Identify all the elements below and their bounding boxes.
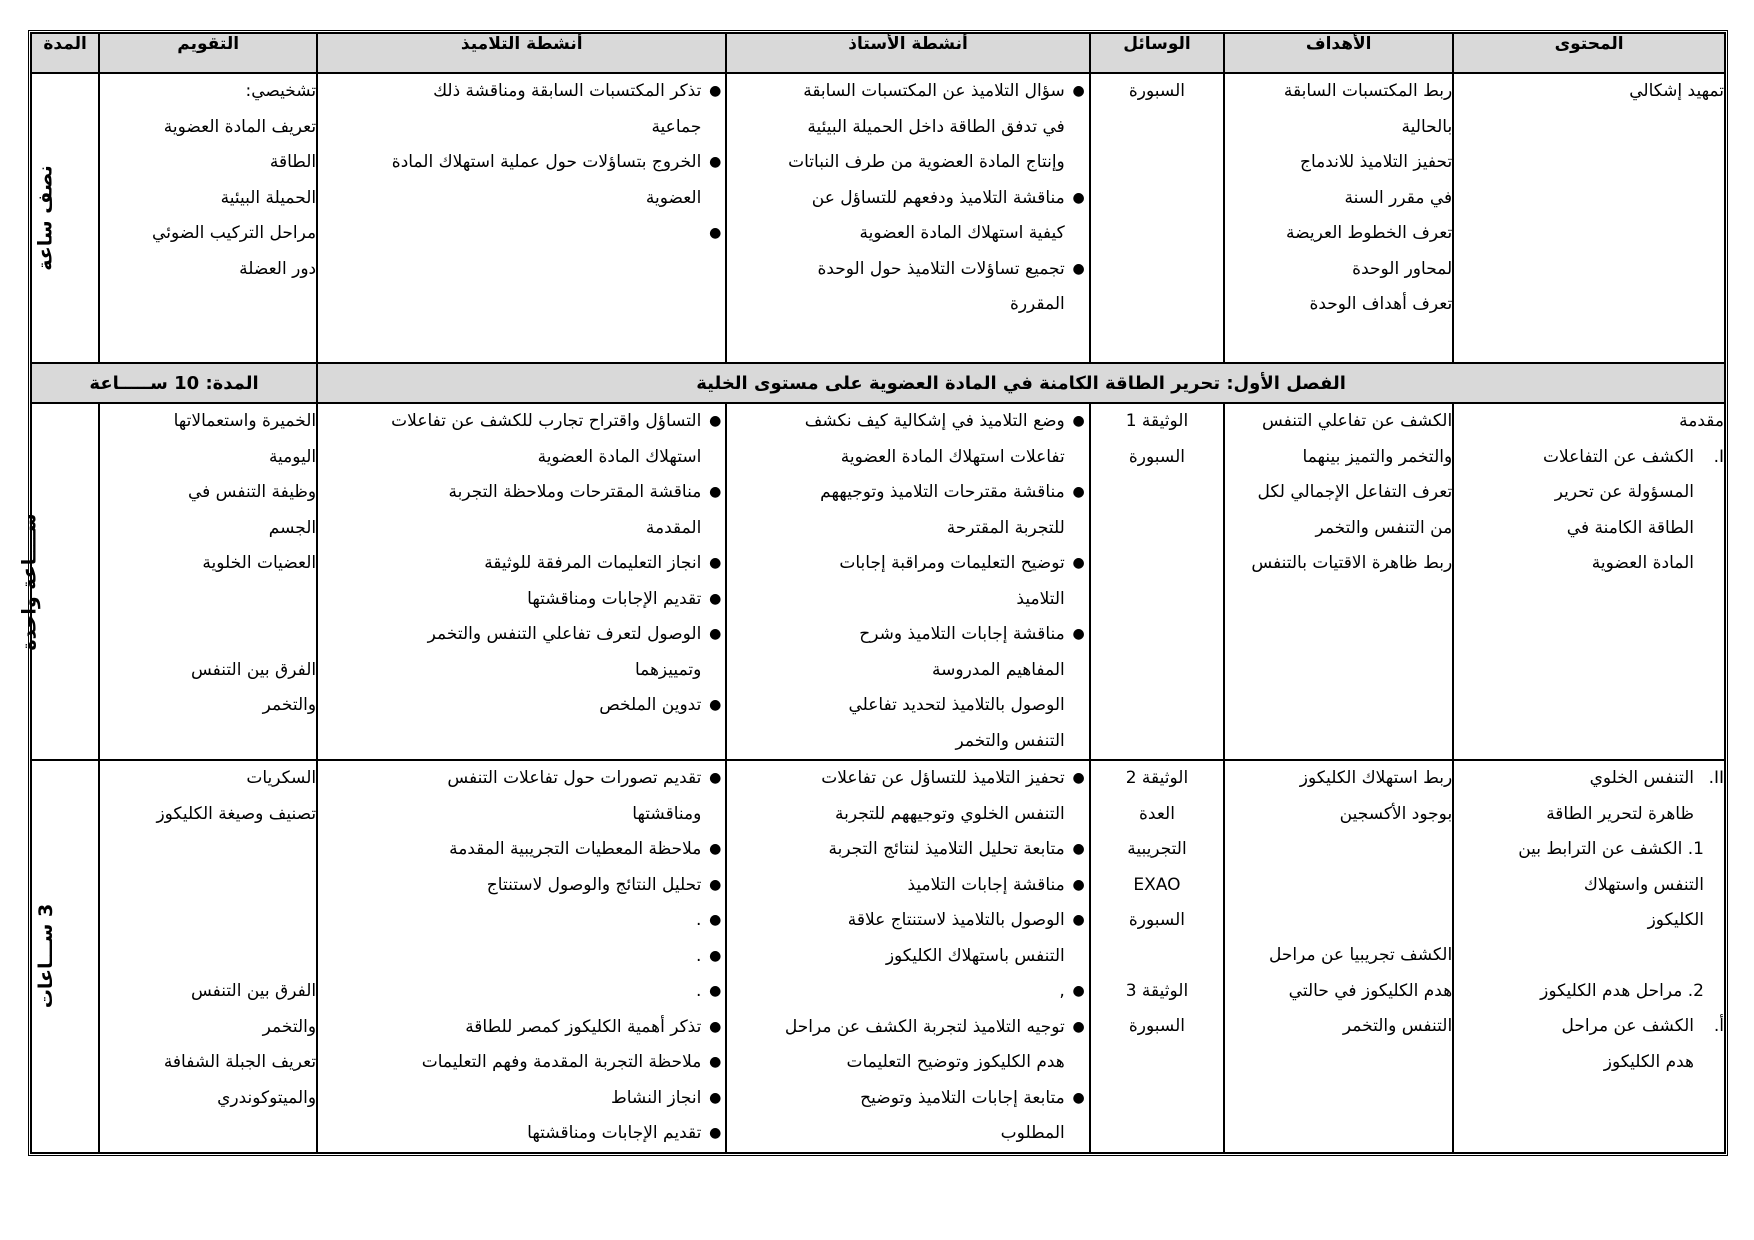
row2-objective-line: والتخمر والتميز بينهما <box>1302 446 1453 467</box>
bullet-icon: ● <box>709 841 722 857</box>
row3-student-item <box>318 1081 722 1117</box>
row3-objectives-bottom <box>1225 938 1452 1045</box>
row3-tools-bottom <box>1091 974 1223 1045</box>
row1-student-text: جماعية <box>651 116 702 137</box>
header-evaluation: التقويم <box>99 33 317 73</box>
row3-teacher-text: , <box>1059 981 1065 1001</box>
row3-student-text: ملاحظة التجربة المقدمة وفهم التعليمات <box>421 1052 702 1072</box>
bullet-icon: ● <box>709 590 722 607</box>
row3-tool-line: الوثيقة 2 <box>1125 768 1189 788</box>
row2-teacher-item <box>727 511 1064 547</box>
row3-teacher-item <box>727 1010 1085 1046</box>
row3-evaluation-line: تصنيف وصيغة الكليكوز <box>156 803 317 824</box>
row3-teacher-text: توجيه التلاميذ لتجربة الكشف عن مراحل <box>784 1016 1065 1037</box>
row3-student-activities <box>317 760 726 1153</box>
row3-teacher-item <box>727 903 1085 939</box>
bullet-icon: ● <box>1072 413 1085 429</box>
row1-evaluation <box>99 73 317 363</box>
row3-tool-line: العدة <box>1138 803 1175 824</box>
row1-evaluation-line: الطاقة <box>269 152 317 172</box>
row2-evaluation-line: وظيفة التنفس في <box>187 482 317 502</box>
bullet-icon: ● <box>1072 189 1085 206</box>
row1-student-text: تذكر المكتسبات السابقة ومناقشة ذلك <box>433 81 702 101</box>
bullet-icon: ● <box>1072 876 1085 893</box>
header-tools: الوسائل <box>1090 33 1224 73</box>
header-student-activities: أنشطة التلاميذ <box>317 33 726 73</box>
bullet-icon: ● <box>709 83 722 99</box>
row3-teacher-list <box>727 761 1088 1152</box>
row1-student-item <box>318 145 722 181</box>
row1-teacher-item <box>727 216 1064 252</box>
bullet-icon: ● <box>1072 484 1085 500</box>
row2-student-text: الوصول لتعرف تفاعلي التنفس والتخمر <box>427 624 702 644</box>
row2-teacher-text: المفاهيم المدروسة <box>932 659 1065 680</box>
row3-student-text: . <box>695 945 702 966</box>
row2-teacher-activities <box>726 403 1089 760</box>
row3-content-line: 2. مراحل هدم الكليكوز <box>1540 980 1704 1001</box>
row1-teacher-text: سؤال التلاميذ عن المكتسبات السابقة <box>803 81 1065 101</box>
lesson-plan-table <box>18 30 1728 1156</box>
row2-teacher-text: التلاميذ <box>1016 588 1065 609</box>
row3-student-text: تذكر أهمية الكليكوز كمصر للطاقة <box>465 1016 702 1037</box>
row2-tools <box>1090 403 1224 760</box>
row3-content-a <box>1546 761 1694 832</box>
header-teacher-activities: أنشطة الأستاذ <box>726 33 1089 73</box>
row2-teacher-item <box>727 440 1064 476</box>
row2-student-text: مناقشة المقترحات وملاحظة التجربة <box>448 482 702 502</box>
row1-objective-line: ربط المكتسبات السابقة <box>1283 81 1453 101</box>
row3-content-line: التنفس واستهلاك <box>1583 874 1704 895</box>
chapter-row <box>31 363 1725 403</box>
bullet-icon: ● <box>1072 841 1085 857</box>
row3-teacher-text: التنفس الخلوي وتوجيههم للتجربة <box>835 803 1065 824</box>
bullet-icon: ● <box>1072 770 1085 786</box>
row2-teacher-item <box>727 688 1064 724</box>
row2-student-text: المقدمة <box>645 517 702 538</box>
bullet-icon: ● <box>709 770 722 786</box>
row2-evaluation-line: اليومية <box>268 446 317 467</box>
row1-tools <box>1090 73 1224 363</box>
row1-student-item <box>318 110 701 146</box>
row3-content-line: التنفس الخلوي <box>1589 768 1694 788</box>
row3-content-line: الكشف عن مراحل <box>1561 1016 1694 1036</box>
row3-tool-line: السبورة <box>1128 1016 1185 1036</box>
row2-teacher-item <box>727 546 1085 582</box>
bullet-icon: ● <box>1072 83 1085 99</box>
row2-teacher-text: وضع التلاميذ في إشكالية كيف نكشف <box>804 411 1065 431</box>
row2-teacher-text: للتجربة المقترحة <box>946 517 1065 538</box>
bullet-icon: ● <box>1072 1089 1085 1106</box>
row1-objective-line: بالحالية <box>1401 116 1453 137</box>
row3-evaluation-line: السكريات <box>246 768 317 788</box>
row3-teacher-text: متابعة تحليل التلاميذ لنتائج التجربة <box>828 839 1065 859</box>
row2-teacher-item <box>727 404 1085 440</box>
row2-teacher-text: توضيح التعليمات ومراقبة إجابات <box>839 553 1065 573</box>
row3-duration-text: 3 ســـاعات <box>35 904 58 1009</box>
row3-evaluation-line: والتخمر <box>262 1016 317 1037</box>
row3-student-text: . <box>695 981 702 1001</box>
row1-teacher-text: تجميع تساؤلات التلاميذ حول الوحدة <box>817 258 1065 279</box>
row3-student-text: . <box>695 910 702 930</box>
bullet-icon: ● <box>709 626 722 642</box>
row3-student-text: تحليل النتائج والوصول لاستنتاج <box>486 874 702 895</box>
row1-teacher-item <box>727 287 1064 323</box>
row2-teacher-item <box>727 653 1064 689</box>
row1-teacher-list <box>727 74 1088 323</box>
row3-tool-line: الوثيقة 3 <box>1125 980 1189 1001</box>
row2-student-text: التساؤل واقتراح تجارب للكشف عن تفاعلات <box>391 411 702 431</box>
row3-teacher-item <box>727 1045 1064 1081</box>
row2-content-mark: I. <box>1713 446 1724 467</box>
row3-teacher-item <box>727 797 1064 833</box>
row3-teacher-text: المطلوب <box>1000 1123 1065 1143</box>
row3-teacher-item <box>727 974 1085 1010</box>
row1-evaluation-line: دور العضلة <box>239 258 317 279</box>
row1-teacher-text: مناقشة التلاميذ ودفعهم للتساؤل عن <box>811 187 1065 208</box>
row2-objective-line: من التنفس والتخمر <box>1315 517 1453 538</box>
row3-student-item <box>318 939 722 975</box>
row2-content-intro: مقدمة <box>1679 411 1724 431</box>
row3-teacher-text: التنفس باستهلاك الكليكوز <box>885 945 1065 966</box>
row1-evaluation-line: تشخيصي: <box>245 81 317 101</box>
row2-evaluation-top <box>100 404 316 582</box>
chapter-title: الفصل الأول: تحرير الطاقة الكامنة في المادة العضوية على مستوى الخلية <box>317 363 1725 403</box>
row2-evaluation <box>99 403 317 760</box>
row2-teacher-item <box>727 617 1085 653</box>
row3-evaluation-bottom <box>100 974 316 1116</box>
row3-content-d-mark: أ. <box>1713 1016 1724 1036</box>
row1-objective-line: لمحاور الوحدة <box>1352 258 1453 279</box>
bullet-icon: ● <box>1072 912 1085 928</box>
row2-evaluation-line: الخميرة واستعمالاتها <box>173 411 317 431</box>
row1-evaluation-line: الحميلة البيئية <box>220 187 317 208</box>
row3-student-item <box>318 797 701 833</box>
row3-teacher-item <box>727 832 1085 868</box>
row1-content <box>1453 73 1725 363</box>
row2-duration-text: ســــاعة واحدة <box>18 512 41 651</box>
row2-student-text: تدوين الملخص <box>599 695 702 715</box>
bullet-icon: ● <box>709 1054 722 1070</box>
row1-student-list <box>318 74 725 252</box>
row2-student-item <box>318 653 701 689</box>
row2-student-text: انجاز التعليمات المرفقة للوثيقة <box>484 553 702 573</box>
row1-student-text: الخروج بتساؤلات حول عملية استهلاك المادة <box>391 152 702 172</box>
row1-student-item <box>318 216 722 252</box>
row3-objective-line: الكشف تجريبيا عن مراحل <box>1268 945 1453 965</box>
row1-student-item <box>318 181 701 217</box>
row2-teacher-text: مناقشة إجابات التلاميذ وشرح <box>859 624 1065 644</box>
row2-student-item <box>318 582 722 618</box>
row3-teacher-item <box>727 761 1085 797</box>
row2-content-lines <box>1543 440 1694 582</box>
row2-evaluation-bottom <box>100 653 316 724</box>
row3-objectives-top <box>1225 761 1452 832</box>
row3-teacher-text: هدم الكليكوز وتوضيح التعليمات <box>846 1052 1065 1072</box>
row3-tool-line: التجريبية <box>1127 839 1187 859</box>
row3-evaluation-line: والميتوكوندري <box>217 1087 317 1108</box>
row2-content-line: الكشف عن التفاعلات <box>1542 446 1694 467</box>
bullet-icon: ● <box>709 983 722 999</box>
row2-teacher-text: الوصول بالتلاميذ لتحديد تفاعلي <box>848 695 1065 715</box>
bullet-icon: ● <box>709 1018 722 1035</box>
bullet-icon: ● <box>709 225 722 241</box>
row1-objective-line: تعرف الخطوط العريضة <box>1286 223 1453 243</box>
row3-teacher-item <box>727 868 1085 904</box>
bullet-icon: ● <box>709 413 722 429</box>
bullet-icon: ● <box>709 876 722 893</box>
row1-evaluation-line: تعريف المادة العضوية <box>163 116 317 137</box>
row2-content-line: المادة العضوية <box>1591 553 1694 573</box>
row3-evaluation-line: الفرق بين التنفس <box>190 981 317 1001</box>
row3-content-line: هدم الكليكوز <box>1603 1051 1694 1072</box>
row1-teacher-activities <box>726 73 1089 363</box>
row3-content-line: الكليكوز <box>1647 910 1704 930</box>
row3-objective-line: بوجود الأكسجين <box>1339 803 1453 824</box>
row2-objectives <box>1224 403 1453 760</box>
row2-student-item <box>318 404 722 440</box>
row3-objective-line: هدم الكليكوز في حالتي <box>1288 980 1453 1001</box>
row2-duration <box>18 403 99 760</box>
row1-duration <box>31 73 99 363</box>
bullet-icon: ● <box>1072 626 1085 642</box>
row3-student-item <box>318 1116 722 1152</box>
row2-student-item <box>318 617 722 653</box>
bullet-icon: ● <box>709 555 722 571</box>
row3-content-a-mark: II. <box>1708 768 1724 788</box>
row3-student-item <box>318 1010 722 1046</box>
bullet-icon: ● <box>1072 260 1085 277</box>
row1-content-line: تمهيد إشكالي <box>1629 81 1724 101</box>
row2-objective-line: الكشف عن تفاعلي التنفس <box>1261 411 1453 431</box>
row2-student-item <box>318 546 722 582</box>
row3-evaluation-top <box>100 761 316 832</box>
row1-teacher-item <box>727 181 1085 217</box>
row2-evaluation-line: الفرق بين التنفس <box>190 659 317 680</box>
row-intro <box>31 73 1725 363</box>
row1-teacher-item <box>727 145 1064 181</box>
row3-tool-line: السبورة <box>1128 910 1185 930</box>
row2-teacher-item <box>727 475 1085 511</box>
row2-content-line: المسؤولة عن تحرير <box>1554 482 1694 502</box>
row2-student-text: استهلاك المادة العضوية <box>537 446 702 467</box>
header-objectives: الأهداف <box>1224 33 1453 73</box>
lesson-plan-sheet <box>18 30 1728 1156</box>
row3-teacher-item <box>727 1116 1064 1152</box>
row3-objective-line: ربط استهلاك الكليكوز <box>1299 768 1453 788</box>
row2-student-item <box>318 440 701 476</box>
row3-student-text: انجاز النشاط <box>611 1087 702 1108</box>
row3-objectives <box>1224 760 1453 1153</box>
header-duration: المدة <box>31 33 99 73</box>
row2-teacher-text: مناقشة مقترحات التلاميذ وتوجيههم <box>820 482 1065 502</box>
bullet-icon: ● <box>709 697 722 713</box>
row1-objective-line: في مقرر السنة <box>1344 187 1453 208</box>
row3-teacher-text: الوصول بالتلاميذ لاستنتاج علاقة <box>847 910 1065 930</box>
row3-student-item <box>318 832 722 868</box>
row3-student-text: تقديم الإجابات ومناقشتها <box>527 1123 702 1143</box>
row3-student-item <box>318 903 722 939</box>
row3-content-b <box>1454 832 1724 939</box>
row2-student-list <box>318 404 725 724</box>
row2-student-text: تقديم الإجابات ومناقشتها <box>527 588 702 609</box>
row2-evaluation-line: الجسم <box>268 517 317 538</box>
row2-student-item <box>318 475 722 511</box>
row3-teacher-item <box>727 939 1064 975</box>
row3-student-item <box>318 761 722 797</box>
row3-teacher-item <box>727 1081 1085 1117</box>
row2-objective-line: تعرف التفاعل الإجمالي لكل <box>1257 482 1453 502</box>
row3-student-text: تقديم تصورات حول تفاعلات التنفس <box>447 768 702 788</box>
row1-tool-line: السبورة <box>1128 81 1185 101</box>
row3-teacher-text: متابعة إجابات التلاميذ وتوضيح <box>860 1087 1065 1108</box>
row3-teacher-text: تحفيز التلاميذ للتساؤل عن تفاعلات <box>821 768 1065 788</box>
row3-tools-top <box>1091 761 1223 939</box>
row3-evaluation-line: تعريف الجبلة الشفافة <box>163 1052 317 1072</box>
row3-student-item <box>318 974 722 1010</box>
row3-tools <box>1090 760 1224 1153</box>
row3-teacher-activities <box>726 760 1089 1153</box>
row1-teacher-text: المقررة <box>1009 294 1065 314</box>
row1-student-activities <box>317 73 726 363</box>
row2-content-line: الطاقة الكامنة في <box>1566 517 1694 538</box>
row1-objectives <box>1224 73 1453 363</box>
row3-student-list <box>318 761 725 1152</box>
bullet-icon: ● <box>709 484 722 500</box>
row3-content <box>1453 760 1725 1153</box>
row2-teacher-text: التنفس والتخمر <box>955 730 1065 751</box>
row1-teacher-item <box>727 252 1085 288</box>
row1-teacher-text: كيفية استهلاك المادة العضوية <box>859 223 1065 243</box>
bullet-icon: ● <box>1072 555 1085 571</box>
row-section-1 <box>31 403 1725 760</box>
row1-duration-text: نصف ساعة <box>34 165 57 271</box>
row2-teacher-list <box>727 404 1088 759</box>
bullet-icon: ● <box>709 154 722 170</box>
row3-student-text: ملاحظة المعطيات التجريبية المقدمة <box>449 839 702 859</box>
row3-content-c <box>1454 974 1724 1010</box>
row2-student-item <box>318 688 722 724</box>
row1-teacher-text: في تدفق الطاقة داخل الحميلة البيئية <box>807 116 1065 137</box>
row3-evaluation <box>99 760 317 1153</box>
row2-teacher-text: تفاعلات استهلاك المادة العضوية <box>840 446 1065 467</box>
chapter-duration: المدة: 10 ســـــاعة <box>31 363 317 403</box>
row1-objective-line: تحفيز التلاميذ للاندماج <box>1299 152 1453 172</box>
row2-teacher-item <box>727 582 1064 618</box>
row3-student-text: ومناقشتها <box>632 803 702 824</box>
bullet-icon: ● <box>709 947 722 964</box>
row2-content <box>1453 403 1725 760</box>
row3-student-item <box>318 1045 722 1081</box>
row2-evaluation-line: والتخمر <box>262 695 317 715</box>
bullet-icon: ● <box>709 912 722 928</box>
bullet-icon: ● <box>709 1089 722 1106</box>
row1-student-item <box>318 74 722 110</box>
row-section-2 <box>31 760 1725 1153</box>
row3-student-item <box>318 868 722 904</box>
row2-tool-line: السبورة <box>1128 446 1185 467</box>
header-row <box>31 33 1725 73</box>
row2-tool-line: الوثيقة 1 <box>1125 411 1189 431</box>
row1-teacher-item <box>727 74 1085 110</box>
row2-objective-line: ربط ظاهرة الاقتيات بالتنفس <box>1251 553 1453 573</box>
header-content: المحتوى <box>1453 33 1725 73</box>
row1-teacher-text: وإنتاج المادة العضوية من طرف النباتات <box>788 152 1065 172</box>
bullet-icon: ● <box>1072 1018 1085 1035</box>
row1-teacher-item <box>727 110 1064 146</box>
row3-duration <box>31 760 99 1153</box>
row3-objective-line: التنفس والتخمر <box>1342 1016 1453 1036</box>
row2-student-activities <box>317 403 726 760</box>
row2-evaluation-line: العضيات الخلوية <box>202 553 317 573</box>
row3-tool-line: EXAO <box>1133 874 1181 895</box>
row3-content-line: ظاهرة لتحرير الطاقة <box>1546 803 1694 824</box>
row3-content-line: 1. الكشف عن الترابط بين <box>1518 839 1704 859</box>
row2-student-text: وتمييزهما <box>634 659 702 680</box>
bullet-icon: ● <box>1072 983 1085 999</box>
bullet-icon: ● <box>709 1125 722 1141</box>
row2-student-item <box>318 511 701 547</box>
row1-objective-line: تعرف أهداف الوحدة <box>1309 294 1453 314</box>
row2-teacher-item <box>727 724 1064 760</box>
row3-content-d <box>1561 1009 1694 1080</box>
row3-teacher-text: مناقشة إجابات التلاميذ <box>907 874 1065 895</box>
row1-student-text: العضوية <box>645 187 702 208</box>
row1-evaluation-line: مراحل التركيب الضوئي <box>152 223 317 243</box>
